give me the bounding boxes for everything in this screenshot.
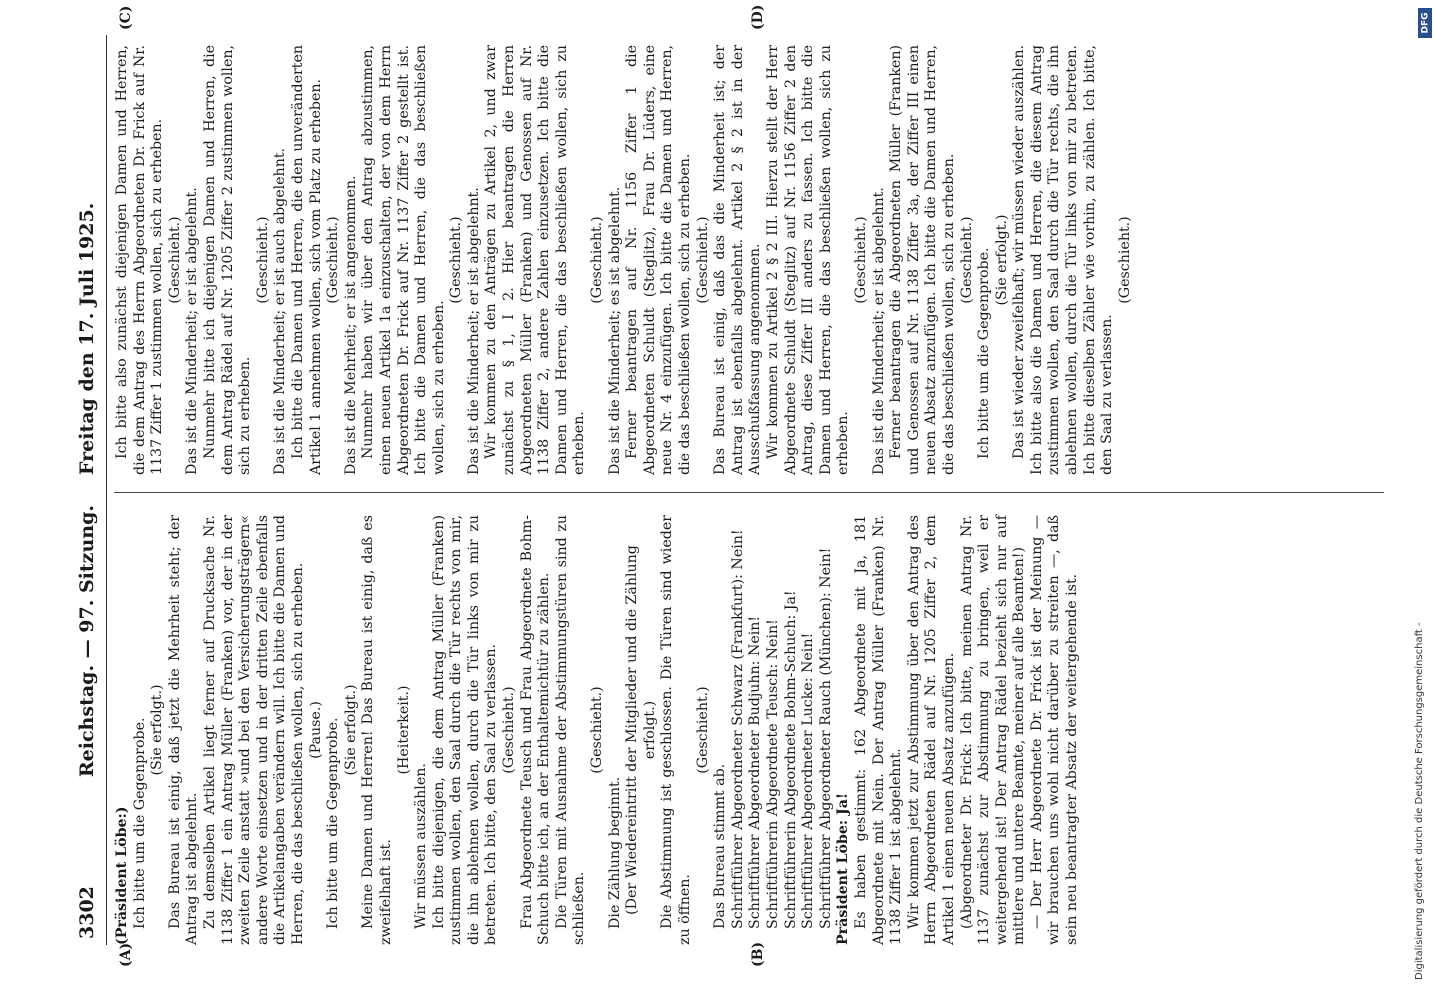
right-column-paragraph: (Geschieht.): [958, 216, 975, 304]
left-column-paragraph: Schriftführer Abgeordneter Rauch (München): Nein!: [817, 547, 834, 929]
left-column-paragraph: (Heiterkeit.): [395, 685, 412, 775]
left-column-paragraph: Zu demselben Artikel liegt ferner auf Drucksache Nr. 1138 Ziffer 1 ein Antrag Müller (Franken) vor, der in der zweiten Zeile anstatt »und bei den Versicherungsträgern« andere Worte einsetzen und in der dritten Zeile ebenfalls die Artikelangaben verändern will. Ich bitte die Damen und Herren, die das beschließen wollen, sich zu erheben.: [201, 515, 306, 945]
page-header: [70, 35, 107, 945]
left-column-paragraph: (Der Wiedereintritt der Mitglieder und die Zählung erfolgt.): [624, 545, 658, 915]
right-column-paragraph: (Geschieht.): [254, 216, 271, 304]
left-column-paragraph: Das Bureau ist einig, daß jetzt die Mehrheit steht; der Antrag ist abgelehnt.: [166, 515, 201, 945]
right-column: [114, 45, 1394, 475]
left-column-paragraph: Die Abstimmung ist geschlossen. Die Türen sind wieder zu öffnen.: [659, 515, 693, 945]
right-column-paragraph: (Geschieht.): [325, 216, 342, 304]
right-column-paragraph: Nunmehr haben wir über den Antrag abzustimmen, einen neuen Artikel 1a einzuschalten, der von dem Herrn Abgeordneten Dr. Frick auf Nr. 1137 Ziffer 2 gestellt ist. Ich bitte die Damen und Herren, die das beschließen wollen, sich zu erheben.: [360, 45, 447, 475]
right-column-paragraph: Das ist die Minderheit; es ist abgelehnt.: [606, 186, 623, 475]
dfg-logo: DFG: [1418, 8, 1432, 38]
right-column-paragraph: Das Bureau ist einig, daß das die Minderheit ist; der Antrag ist ebenfalls abgelehnt. Artikel 2 § 2 ist in der Ausschußfassung angenommen.: [712, 45, 764, 475]
column-divider: [114, 492, 1384, 493]
document-page: [70, 4, 1400, 967]
right-column-paragraph: (Geschieht.): [448, 216, 465, 304]
right-column-paragraph: Nunmehr bitte ich diejenigen Damen und Herren, die dem Antrag Rädel auf Nr. 1205 Ziffer 2 zustimmen wollen, sich zu erheben.: [201, 45, 254, 475]
left-column-paragraph: (Präsident Löbe:): [114, 806, 130, 945]
left-column-paragraph: Schriftführer Abgeordneter Lucke: Nein!: [800, 632, 817, 929]
left-column-paragraph: Ich bitte um die Gegenprobe.: [131, 717, 148, 929]
left-column-paragraph: Präsident Löbe: Ja!: [835, 792, 852, 945]
left-column-paragraph: Schriftführerin Abgeordnete Bohm-Schuch: Ja!: [782, 590, 799, 929]
left-column-paragraph: Ich bitte um die Gegenprobe.: [325, 717, 342, 929]
left-column: [114, 515, 1394, 945]
margin-mark-b: (B): [750, 941, 766, 967]
page-number: 3302: [76, 886, 98, 939]
left-column-paragraph: Meine Damen und Herren! Das Bureau ist einig, daß es zweifelhaft ist.: [360, 515, 394, 945]
right-column-paragraph: Das ist die Minderheit; er ist auch abgelehnt.: [272, 147, 289, 475]
right-column-paragraph: Ich bitte die Damen und Herren, die den unveränderten Artikel 1 annehmen wollen, sich vom Platz zu erheben.: [289, 45, 324, 475]
left-column-paragraph: Schriftführerin Abgeordnete Teusch: Nein!: [764, 619, 781, 929]
right-column-paragraph: Ich bitte um die Gegenprobe.: [976, 247, 993, 459]
right-column-paragraph: Ferner beantragen auf Nr. 1156 Ziffer 1 die Abgeordneten Schuldt (Steglitz), Frau Dr. Lüders, eine neue Nr. 4 einzufügen. Ich bitte die Damen und Herren, die das beschließen wollen, sich zu erheben.: [624, 45, 693, 475]
left-column-paragraph: Wir müssen auszählen.: [413, 763, 430, 929]
right-column-paragraph: (Geschieht.): [852, 216, 869, 304]
left-column-paragraph: Die Zählung beginnt.: [606, 776, 623, 929]
left-column-paragraph: (Geschieht.): [589, 686, 606, 774]
left-column-paragraph: (Pause.): [307, 701, 324, 759]
left-column-paragraph: Ich bitte diejenigen, die dem Antrag Müller (Franken) zustimmen wollen, den Saal durch die Tür rechts von mir, die ihn ablehnen wollen, durch die Tür links von mir zu betreten. Ich bitte, den Saal zu verlassen.: [430, 515, 500, 945]
right-column-paragraph: Das ist die Minderheit; er ist abgelehnt.: [870, 187, 887, 475]
right-column-paragraph: Ferner beantragen die Abgeordneten Müller (Franken) und Genossen auf Nr. 1138 Ziffer 3a, der Ziffer III einen neuen Absatz anzufügen. Ich bitte die Damen und Herren, die das beschließen wollen, sich zu erheben.: [888, 45, 957, 475]
right-column-paragraph: (Sie erfolgt.): [993, 214, 1010, 306]
margin-mark-d: (D): [750, 4, 766, 30]
left-column-paragraph: Schriftführer Abgeordneter Budjuhn: Nein!: [747, 615, 764, 929]
right-column-paragraph: Ich bitte also zunächst diejenigen Damen und Herren, die dem Antrag des Herrn Abgeordneten Dr. Frick auf Nr. 1137 Ziffer 1 zustimmen wollen, sich zu erheben.: [114, 45, 166, 475]
left-column-paragraph: Frau Abgeordnete Teusch und Frau Abgeordnete Bohm-Schuch bitte ich, an der Enthaltemichtür zu zählen.: [518, 515, 553, 945]
left-column-paragraph: (Geschieht.): [501, 686, 518, 774]
left-column-paragraph: (Abgeordneter Dr. Frick: Ich bitte, meinen Antrag Nr. 1137 zunächst zur Abstimmung zu bringen, weil er weitergehend ist! Der Antrag Rädel bezieht sich nur auf mittlere und untere Beamte, meiner auf alle Beamten!): [958, 515, 1028, 945]
margin-mark-a: (A): [118, 942, 134, 967]
right-column-paragraph: Wir kommen zu Artikel 2 § 2 III. Hierzu stellt der Herr Abgeordnete Schuldt (Steglitz) auf Nr. 1156 Ziffer 2 den Antrag, diese Ziffer III anders zu fassen. Ich bitte die Damen und Herren, die das beschließen wollen, sich zu erheben.: [764, 45, 852, 475]
right-column-paragraph: Das ist die Minderheit; er ist abgelehnt.: [465, 187, 482, 475]
right-column-paragraph: Das ist wieder zweifelhaft; wir müssen wieder auszählen. Ich bitte also die Damen und Herren, die diesem Antrag zustimmen wollen, den Saal durch die Tür rechts, die ihn ablehnen wollen, durch die Tür links von mir zu betreten. Ich bitte dieselben Zähler wie vorhin, zu zählen. Ich bitte, den Saal zu verlassen.: [1011, 45, 1116, 475]
left-column-paragraph: (Geschieht.): [694, 686, 711, 774]
left-column-paragraph: Die Türen mit Ausnahme der Abstimmungstüren sind zu schließen.: [553, 515, 588, 945]
right-column-paragraph: Wir kommen zu den Anträgen zu Artikel 2, und zwar zunächst zu § 1, I 2. Hier beantragen die Herren Abgeordneten Müller (Franken) und Genossen auf Nr. 1138 Ziffer 2, andere Zahlen einzusetzen. Ich bitte die Damen und Herren, die das beschließen wollen, sich zu erheben.: [483, 45, 588, 475]
right-column-paragraph: (Geschieht.): [166, 216, 183, 304]
left-column-paragraph: Das Bureau stimmt ab.: [712, 763, 729, 929]
left-column-paragraph: Wir kommen jetzt zur Abstimmung über den Antrag des Herrn Abgeordneten Rädel auf Nr. 1205 Ziffer 2, dem Artikel 1 einen neuen Absatz anzufügen.: [905, 515, 957, 945]
right-column-paragraph: (Geschieht.): [1116, 216, 1133, 304]
right-column-paragraph: Das ist die Mehrheit; er ist angenommen.: [342, 175, 359, 475]
session-title: Reichstag. — 97. Sitzung.: [76, 505, 98, 778]
right-column-paragraph: (Geschieht.): [589, 216, 606, 304]
left-column-paragraph: (Sie erfolgt.): [149, 684, 166, 776]
right-column-paragraph: (Geschieht.): [694, 216, 711, 304]
left-column-paragraph: (Sie erfolgt.): [342, 684, 359, 776]
right-column-paragraph: Das ist die Minderheit; er ist abgelehnt.: [184, 187, 201, 475]
left-column-paragraph: Schriftführer Abgeordneter Schwarz (Frankfurt): Nein!: [729, 529, 746, 929]
session-date: Freitag den 17. Juli 1925.: [76, 202, 98, 475]
left-column-paragraph: — Der Herr Abgeordnete Dr. Frick ist der Meinung — wir brauchen uns wohl nicht darüber zu streiten —, daß sein neu beantragter Absatz der weitergehende ist.: [1028, 515, 1081, 945]
left-column-paragraph: Es haben gestimmt: 162 Abgeordnete mit Ja, 181 Abgeordnete mit Nein. Der Antrag Müller (Franken) Nr. 1138 Ziffer 1 ist abgelehnt.: [852, 515, 905, 945]
margin-mark-c: (C): [118, 5, 134, 30]
